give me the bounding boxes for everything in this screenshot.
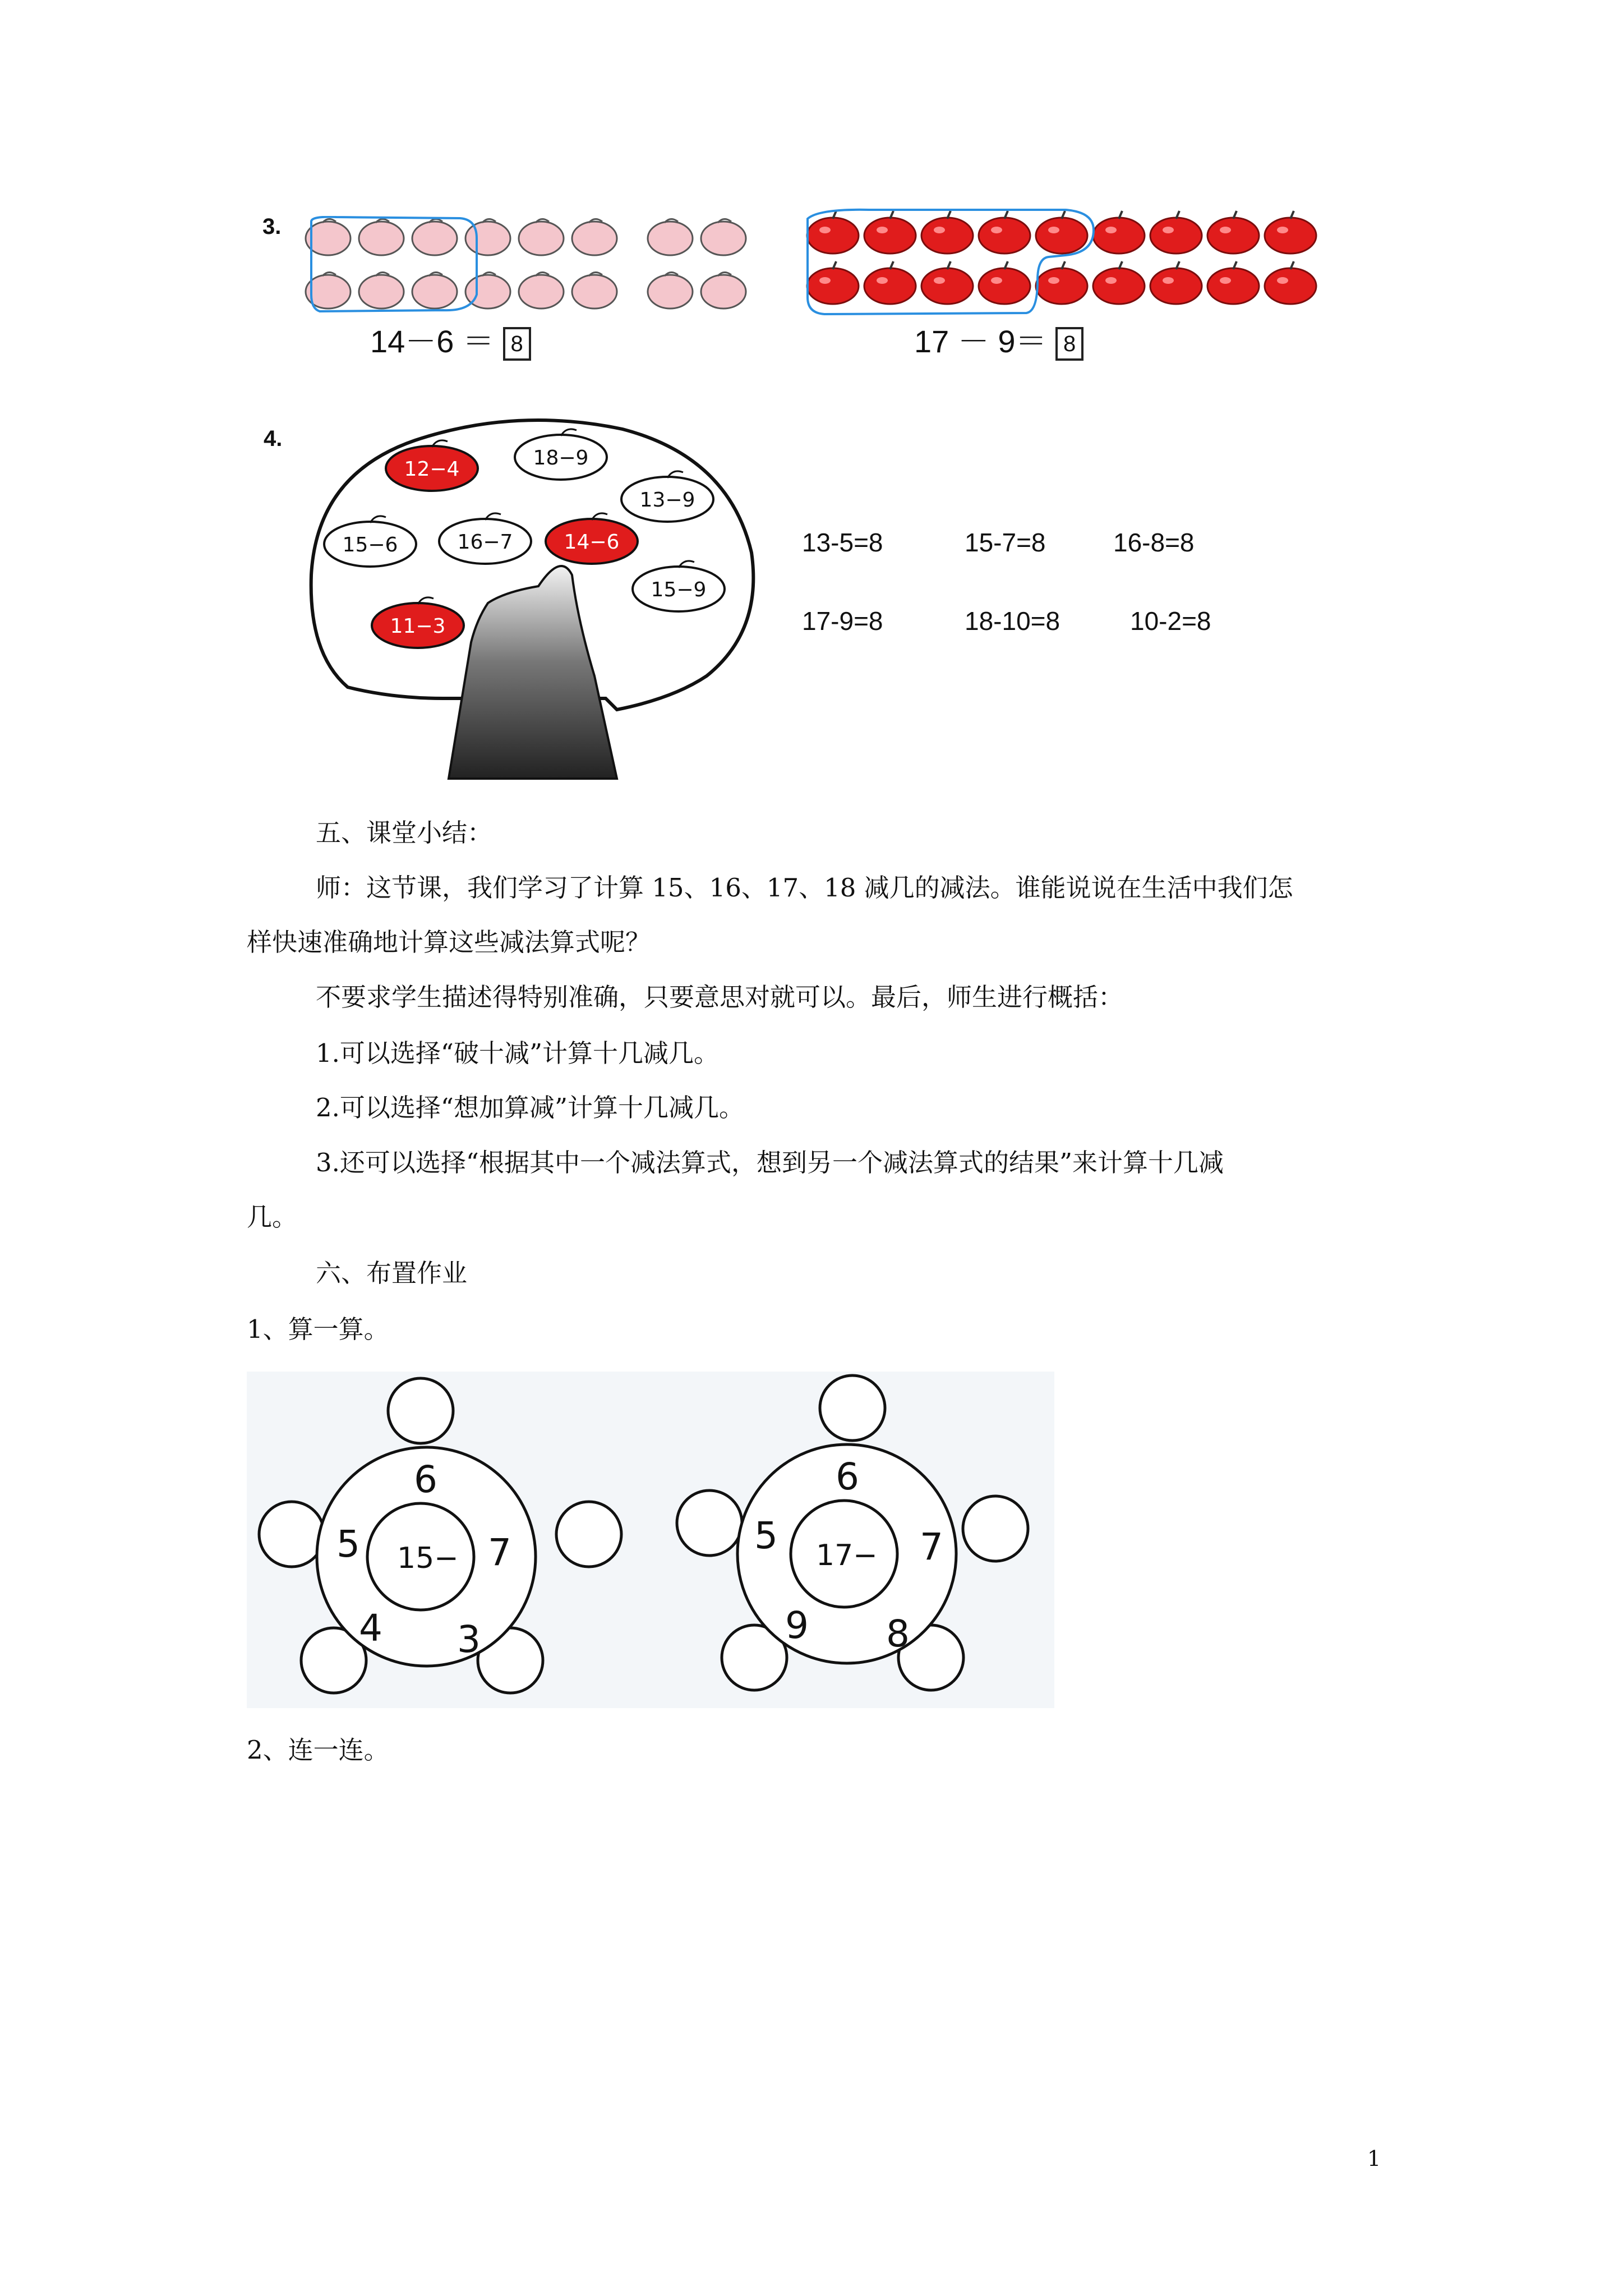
svg-text:11−3: 11−3 xyxy=(390,615,446,638)
summary-paragraph-line: 师：这节课，我们学习了计算 15、16、17、18 减几的减法。谁能说说在生活中我们怎 xyxy=(316,873,1293,903)
left-answer-box: 8 xyxy=(503,327,531,361)
exercise-3-label: 3. xyxy=(262,214,282,239)
apple-icon xyxy=(1207,211,1259,254)
flower-1 xyxy=(259,1378,621,1693)
right-equation-text: 17 － 9＝ xyxy=(914,324,1047,359)
left-equation xyxy=(370,317,531,362)
apple-icon xyxy=(1207,261,1259,304)
apple-icon xyxy=(1036,211,1087,254)
svg-text:18−9: 18−9 xyxy=(533,447,589,470)
summary-list-item: 2.可以选择“想加算减”计算十几减几。 xyxy=(316,1093,744,1122)
apple-icon xyxy=(1150,211,1202,254)
summary-paragraph: 不要求学生描述得特别准确，只要意思对就可以。最后，师生进行概括： xyxy=(316,982,1124,1012)
flower-1-number: 6 xyxy=(414,1458,437,1501)
peach-icon xyxy=(412,272,457,309)
homework-question-2: 2、连一连。 xyxy=(247,1735,389,1765)
peach-icon xyxy=(572,272,617,309)
flower-1-number: 7 xyxy=(488,1531,511,1574)
peach-icon xyxy=(648,219,693,255)
homework-question-1: 1、算一算。 xyxy=(247,1314,389,1344)
equation-item: 18-10=8 xyxy=(965,606,1061,636)
apple-icon xyxy=(921,261,973,304)
flower-2-number: 9 xyxy=(785,1604,809,1647)
flower-1-number: 5 xyxy=(336,1522,360,1566)
apple-icon xyxy=(1093,261,1145,304)
peach-icon xyxy=(701,219,746,255)
flower-1-number: 4 xyxy=(359,1607,382,1650)
right-equation xyxy=(914,317,1083,362)
summary-list-item: 3.还可以选择“根据其中一个减法算式，想到另一个减法算式的结果”来计算十几减 xyxy=(316,1148,1224,1177)
flower-2-center: 17− xyxy=(816,1539,878,1572)
summary-list-item: 1.可以选择“破十减”计算十几减几。 xyxy=(316,1038,719,1068)
apple-icon xyxy=(1265,211,1316,254)
summary-paragraph-line: 样快速准确地计算这些减法算式呢？ xyxy=(247,927,651,957)
flower-2-number: 6 xyxy=(836,1455,859,1498)
equation-item: 13-5=8 xyxy=(802,528,883,557)
peach-icon xyxy=(359,219,404,255)
flower-2-number: 7 xyxy=(920,1525,943,1568)
apple-icon xyxy=(979,211,1030,254)
apple-icon xyxy=(807,261,859,304)
peach-icon xyxy=(412,219,457,255)
right-answer-box: 8 xyxy=(1055,327,1083,361)
flower-1-number: 3 xyxy=(457,1618,481,1661)
apple-icon xyxy=(807,211,859,254)
peach-icon xyxy=(701,272,746,309)
equation-item: 10-2=8 xyxy=(1130,606,1211,636)
svg-text:16−7: 16−7 xyxy=(457,531,513,554)
peach-icon xyxy=(648,272,693,309)
svg-text:13−9: 13−9 xyxy=(639,489,695,512)
flower-exercise-illustration xyxy=(247,1372,1054,1708)
flower-2-number: 5 xyxy=(754,1514,778,1557)
peach-icon xyxy=(572,219,617,255)
apple-icon xyxy=(864,261,916,304)
left-equation-text: 14－6 ＝ xyxy=(370,324,494,359)
peach-icon xyxy=(519,219,564,255)
flower-2 xyxy=(677,1375,1028,1690)
flower-2-number: 8 xyxy=(886,1612,910,1655)
peach-icon xyxy=(519,272,564,309)
equation-item: 15-7=8 xyxy=(965,528,1046,557)
equation-item: 17-9=8 xyxy=(802,606,883,636)
summary-heading: 五、课堂小结： xyxy=(316,818,493,848)
svg-text:12−4: 12−4 xyxy=(404,458,460,481)
apple-icon xyxy=(864,211,916,254)
flower-1-center: 15− xyxy=(397,1542,459,1575)
svg-text:15−6: 15−6 xyxy=(342,533,398,556)
apple-icon xyxy=(1150,261,1202,304)
page-number: 1 xyxy=(1367,2146,1381,2171)
apple-icon xyxy=(1265,261,1316,304)
apple-icon xyxy=(1093,211,1145,254)
apple-icon xyxy=(1036,261,1087,304)
apple-tree-illustration xyxy=(303,407,768,780)
equation-item: 16-8=8 xyxy=(1113,528,1195,557)
exercise-4-label: 4. xyxy=(264,426,283,451)
apple-icon xyxy=(979,261,1030,304)
summary-list-item: 几。 xyxy=(247,1202,298,1232)
svg-text:14−6: 14−6 xyxy=(564,531,620,554)
apple-icon xyxy=(921,211,973,254)
peach-icon xyxy=(359,272,404,309)
homework-heading: 六、布置作业 xyxy=(316,1258,468,1288)
svg-text:15−9: 15−9 xyxy=(651,578,707,601)
